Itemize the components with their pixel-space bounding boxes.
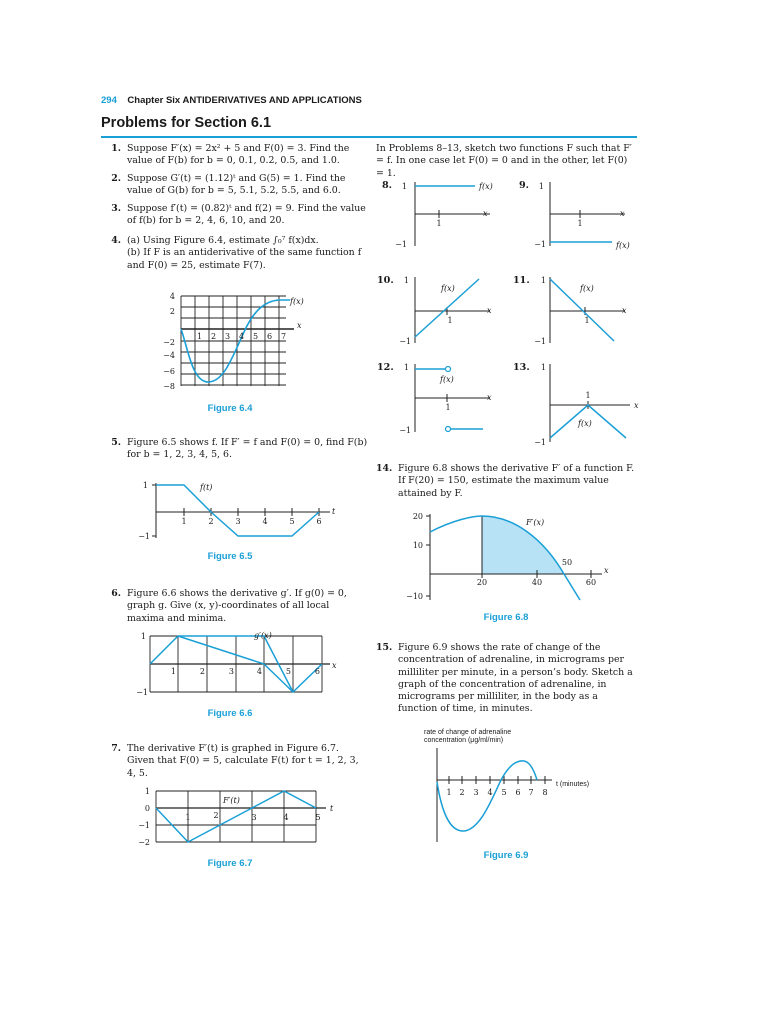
- tick-label: 1: [403, 276, 409, 285]
- tick-label: 5: [289, 517, 295, 526]
- tick-label: 1: [436, 219, 442, 228]
- curve-label: f(x): [479, 182, 493, 191]
- tick-label: 7: [528, 788, 534, 797]
- chapter-title: ANTIDERIVATIVES AND APPLICATIONS: [182, 95, 362, 106]
- problem-number: 12.: [377, 362, 394, 373]
- tick-label: 1: [540, 363, 546, 372]
- problem-number: 9.: [519, 180, 530, 191]
- tick-label: 4: [283, 813, 289, 822]
- tick-label: 1: [538, 182, 544, 191]
- axis-label: t (minutes): [556, 781, 590, 788]
- point-label: 50: [561, 558, 573, 567]
- curve-label: f(t): [200, 483, 213, 492]
- shaded-area: [482, 516, 564, 574]
- figure-6-9: [420, 744, 600, 844]
- tick-label: 3: [473, 788, 479, 797]
- curve-label: f(x): [440, 375, 454, 384]
- caption-6-6: Figure 6.6: [207, 708, 253, 719]
- tick-label: 4: [487, 788, 493, 797]
- problem-number: 4.: [111, 235, 121, 246]
- tick-label: 1: [185, 813, 191, 822]
- section-rule: [101, 136, 637, 138]
- problem-1: [101, 143, 369, 168]
- curve-label: F′(x): [526, 518, 545, 527]
- problem-number: 2.: [111, 173, 121, 184]
- problem-number: 7.: [111, 743, 121, 754]
- axis-label: x: [487, 393, 492, 402]
- problem-5: [101, 437, 369, 462]
- tick-label: −1: [395, 240, 407, 249]
- tick-label: 6: [515, 788, 521, 797]
- tick-label: 10: [412, 541, 423, 550]
- tick-label: −1: [534, 438, 546, 447]
- tick-label: 3: [225, 332, 231, 341]
- problem-number: 5.: [111, 437, 121, 448]
- problem-text: Figure 6.6 shows the derivative g′. If g(0) = 0, graph g. Give (x, y)-coordinates of all local maxima and minima.: [127, 588, 347, 624]
- tick-label: −1: [399, 426, 411, 435]
- tick-label: −1: [534, 337, 546, 346]
- axis-label: x: [604, 566, 609, 575]
- problem-number: 13.: [513, 362, 530, 373]
- tick-label: 6: [316, 517, 322, 526]
- axis-label: x: [487, 306, 492, 315]
- tick-label: 8: [542, 788, 548, 797]
- tick-label: 1: [403, 363, 409, 372]
- figure-6-6: [136, 628, 350, 698]
- tick-label: 60: [585, 578, 597, 587]
- tick-label: −4: [163, 351, 175, 360]
- problem-text: Figure 6.9 shows the rate of change of the concentration of adrenaline, in micrograms per milliliter per minute, in a person’s body. Sketch a graph of the concentration of adrenaline, in micrograms per milliliter, in the body as a function of time, in minutes.: [398, 642, 633, 715]
- tick-label: 2: [169, 307, 175, 316]
- y-axis-label: rate of change of adrenaline concentration (μg/ml/min): [424, 729, 512, 744]
- figure-6-7: [130, 782, 350, 852]
- tick-label: 2: [459, 788, 465, 797]
- curve-label: f(x): [441, 284, 455, 293]
- axis-label: x: [297, 321, 302, 330]
- problem-7: [101, 743, 369, 780]
- problem-number: 3.: [111, 203, 121, 214]
- tick-label: 2: [211, 332, 217, 341]
- chapter-label: Chapter Six: [127, 95, 181, 106]
- tick-label: 40: [531, 578, 543, 587]
- tick-label: 7: [281, 332, 287, 341]
- tick-label: 0: [144, 804, 150, 813]
- curve-label: f(x): [616, 241, 630, 250]
- tick-label: 4: [239, 332, 245, 341]
- tick-label: −8: [163, 382, 175, 391]
- tick-label: −1: [138, 532, 150, 541]
- tick-label: 1: [197, 332, 203, 341]
- tick-label: −2: [163, 338, 175, 347]
- tick-label: 20: [476, 578, 488, 587]
- tick-label: 1: [401, 182, 407, 191]
- axis-label: x: [620, 209, 625, 218]
- tick-label: −6: [163, 367, 175, 376]
- problem-6: [101, 588, 369, 625]
- tick-label: 1: [181, 517, 187, 526]
- tick-label: 1: [140, 632, 146, 641]
- axis-label: t: [330, 804, 334, 813]
- problem-number: 1.: [111, 143, 121, 154]
- figure-problem-11: [530, 271, 640, 349]
- tick-label: 1: [144, 787, 150, 796]
- tick-label: 5: [315, 813, 321, 822]
- axis-label: x: [622, 306, 627, 315]
- problem-text: Suppose f′(t) = (0.82)ᵗ and f(2) = 9. Find the value of f(b) for b = 2, 4, 6, 10, and 20.: [127, 203, 366, 227]
- tick-label: 2: [213, 811, 219, 820]
- axis-label: x: [483, 209, 488, 218]
- tick-label: −2: [138, 838, 150, 847]
- axis-label: t: [332, 507, 336, 516]
- problem-15: [376, 642, 638, 716]
- tick-label: 3: [228, 667, 234, 676]
- g-prime-curve: [178, 636, 264, 664]
- problem-number: 15.: [376, 642, 393, 653]
- tick-label: 5: [253, 332, 259, 341]
- tick-label: 2: [208, 517, 214, 526]
- axis-label: x: [634, 401, 639, 410]
- tick-label: 1: [585, 391, 591, 400]
- tick-label: −1: [136, 688, 148, 697]
- figure-6-8: [398, 508, 618, 606]
- tick-label: 6: [314, 667, 320, 676]
- page-number: 294: [101, 95, 117, 106]
- problem-text: Suppose F′(x) = 2x² + 5 and F(0) = 3. Find the value of F(b) for b = 0, 0.1, 0.2, 0.5, and 1.0.: [127, 143, 350, 167]
- curve-label: g′(x): [254, 631, 272, 640]
- tick-label: 5: [285, 667, 291, 676]
- tick-label: −1: [138, 821, 150, 830]
- figure-6-4: [150, 288, 304, 393]
- tick-label: 1: [584, 316, 590, 325]
- curve-label: F′(t): [223, 796, 240, 805]
- problem-number: 10.: [377, 275, 394, 286]
- figure-problem-10: [395, 271, 505, 349]
- tick-label: 1: [446, 788, 452, 797]
- open-circle: [446, 367, 451, 372]
- problem-number: 8.: [382, 180, 393, 191]
- figure-problem-12: [395, 358, 505, 438]
- tick-label: −10: [406, 592, 423, 601]
- caption-6-4: Figure 6.4: [207, 403, 253, 414]
- section-title: Problems for Section 6.1: [101, 115, 272, 131]
- problem-4a: (a) Using Figure 6.4, estimate ∫₀⁷ f(x)dx.: [127, 235, 319, 246]
- problem-number: 14.: [376, 463, 393, 474]
- tick-label: 3: [251, 813, 257, 822]
- problem-3: [101, 203, 369, 228]
- tick-label: 1: [540, 276, 546, 285]
- tick-label: 4: [262, 517, 268, 526]
- figure-6-5: [140, 478, 350, 544]
- figure-problem-9: [530, 176, 640, 252]
- caption-6-5: Figure 6.5: [207, 551, 253, 562]
- problem-2: [101, 173, 369, 198]
- tick-label: 1: [142, 481, 148, 490]
- curve-label: f(x): [290, 297, 304, 306]
- problem-4: [101, 235, 369, 272]
- caption-6-8: Figure 6.8: [483, 612, 529, 623]
- problem-number: 11.: [513, 275, 530, 286]
- unused: [430, 516, 482, 574]
- curve-label: f(x): [578, 419, 592, 428]
- problem-number: 6.: [111, 588, 121, 599]
- caption-6-7: Figure 6.7: [207, 858, 253, 869]
- tick-label: −1: [399, 337, 411, 346]
- tick-label: 2: [199, 667, 205, 676]
- tick-label: 1: [170, 667, 176, 676]
- problem-text: Figure 6.5 shows f. If F′ = f and F(0) = 0, find F(b) for b = 1, 2, 3, 4, 5, 6.: [127, 437, 368, 461]
- tick-label: 3: [235, 517, 241, 526]
- problems-8-13-intro: In Problems 8–13, sketch two functions F such that F′ = f. In one case let F(0) = 0 and in the other, let F(0) = 1.: [376, 143, 632, 179]
- open-circle: [446, 427, 451, 432]
- tick-label: 4: [256, 667, 262, 676]
- tick-label: 4: [169, 292, 175, 301]
- problem-text: The derivative F′(t) is graphed in Figure 6.7. Given that F(0) = 5, calculate F(t) for t = 1, 2, 3, 4, 5.: [127, 743, 359, 779]
- figure-problem-8: [395, 176, 505, 252]
- tick-label: 6: [267, 332, 273, 341]
- tick-label: 1: [577, 219, 583, 228]
- tick-label: −1: [534, 240, 546, 249]
- figure-problem-13: [530, 358, 645, 446]
- running-header: [101, 95, 362, 106]
- problem-text: Figure 6.8 shows the derivative F′ of a function F. If F(20) = 150, estimate the maximum value attained by F.: [398, 463, 635, 499]
- problem-text: Suppose G′(t) = (1.12)ᵗ and G(5) = 1. Find the value of G(b) for b = 5, 5.1, 5.2, 5.5, and 6.0.: [127, 173, 346, 197]
- caption-6-9: Figure 6.9: [483, 850, 529, 861]
- tick-label: 5: [501, 788, 507, 797]
- curve-label: f(x): [580, 284, 594, 293]
- problem-4b: (b) If F is an antiderivative of the same function f and F(0) = 25, estimate F(7).: [127, 247, 362, 271]
- axis-label: x: [332, 661, 337, 670]
- tick-label: 20: [412, 512, 423, 521]
- tick-label: 1: [445, 403, 451, 412]
- tick-label: 1: [447, 316, 453, 325]
- problem-14: [376, 463, 638, 500]
